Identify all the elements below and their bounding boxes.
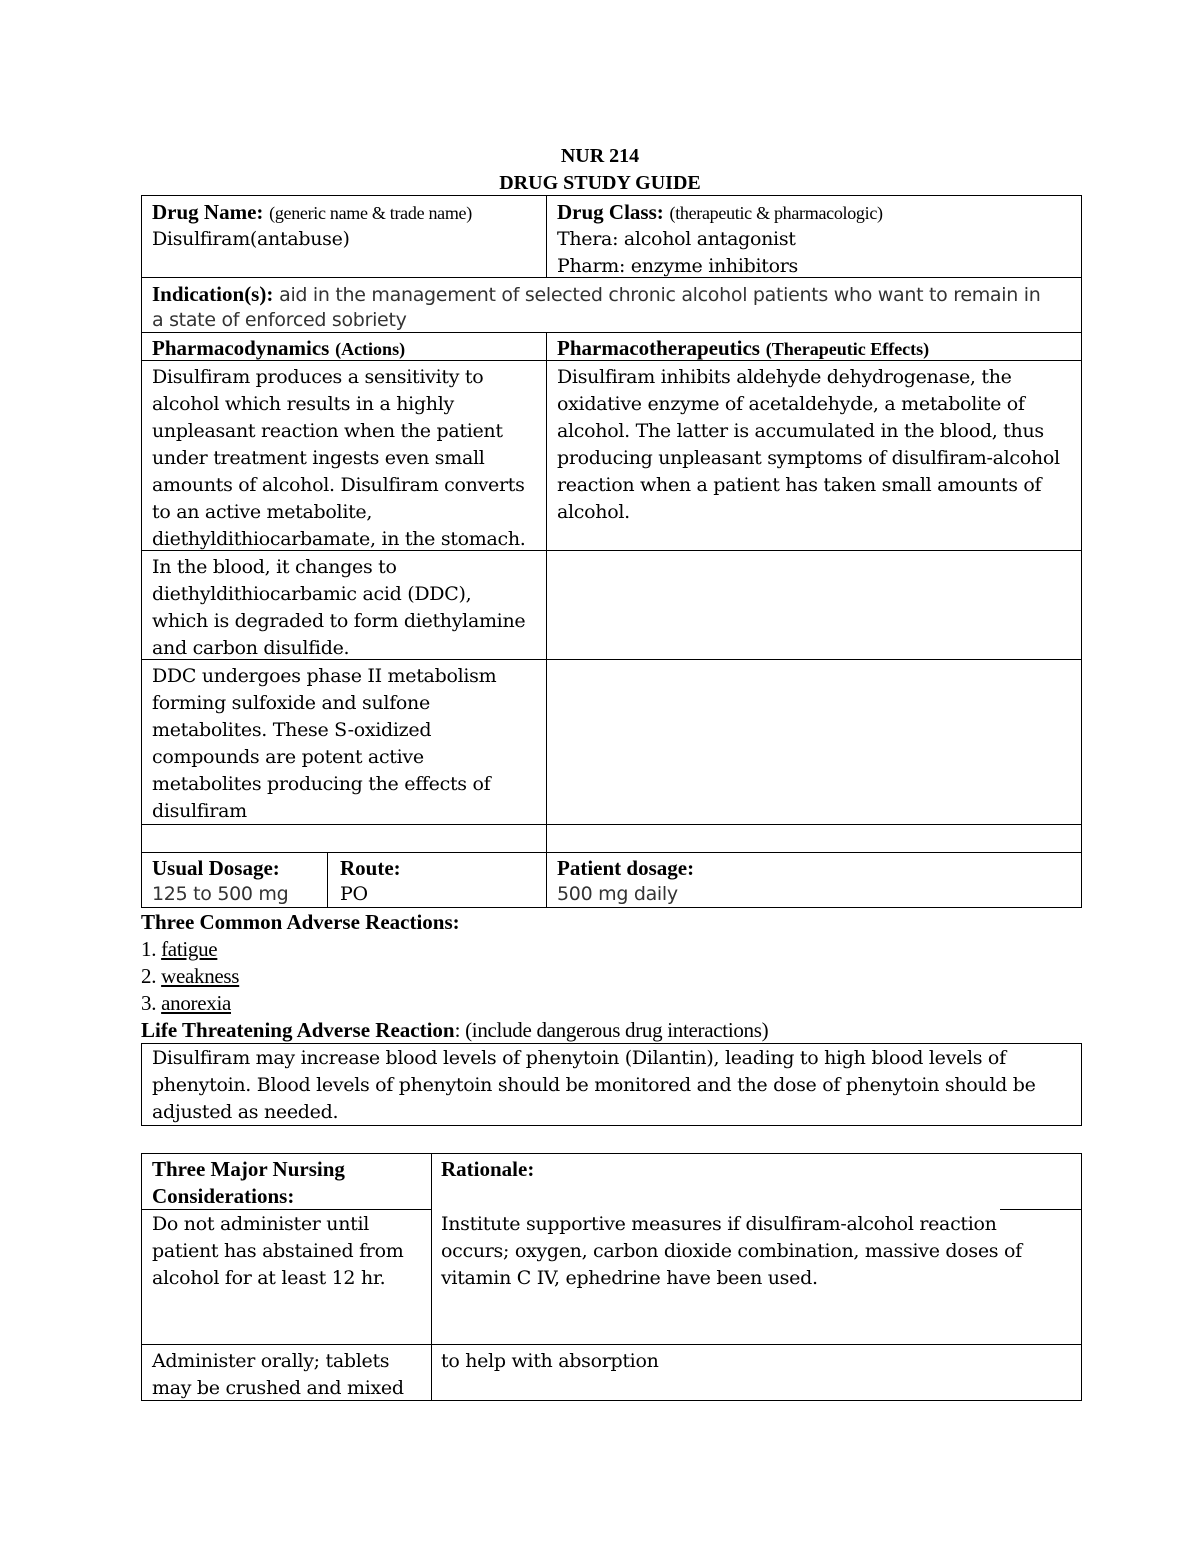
text-line: metabolites. These S-oxidized <box>152 719 432 741</box>
text-line: alcohol. <box>557 501 630 523</box>
drug-class-hint: (therapeutic & pharmacologic) <box>669 203 883 223</box>
text-line: reaction when a patient has taken small amounts of <box>557 474 1042 496</box>
rationale-col-header: Rationale: <box>441 1157 535 1181</box>
route-value: PO <box>340 883 368 905</box>
text-line: Institute supportive measures if disulfiram-alcohol reaction <box>441 1213 997 1235</box>
adverse-item <box>141 990 231 1017</box>
nursing-consideration-1 <box>152 1211 403 1292</box>
patient-dosage-value: 500 mg daily <box>557 883 678 905</box>
text-line: to an active metabolite, <box>152 501 373 523</box>
pharmacotherapeutics-label: Pharmacotherapeutics <box>557 336 760 360</box>
text-line: Disulfiram produces a sensitivity to <box>152 366 484 388</box>
text-line: and carbon disulfide. <box>152 637 350 659</box>
text-line: which is degraded to form diethylamine <box>152 610 526 632</box>
nursing-col-header <box>152 1156 345 1210</box>
text-line: diethyldithiocarbamic acid (DDC), <box>152 583 472 605</box>
text-line: unpleasant reaction when the patient <box>152 420 503 442</box>
text-line: occurs; oxygen, carbon dioxide combination, massive doses of <box>441 1240 1022 1262</box>
text-line: Considerations: <box>152 1184 295 1208</box>
text-line: adjusted as needed. <box>152 1101 339 1123</box>
text-line: DDC undergoes phase II metabolism <box>152 665 497 687</box>
route-label: Route: <box>340 856 401 880</box>
pharmacodynamics-hint: (Actions) <box>335 339 406 359</box>
text-line: Disulfiram inhibits aldehyde dehydrogenase, the <box>557 366 1012 388</box>
text-line: amounts of alcohol. Disulfiram converts <box>152 474 525 496</box>
adverse-item-number: 1. <box>141 937 162 961</box>
pharmacodynamics-label: Pharmacodynamics <box>152 336 330 360</box>
nursing-table-top <box>141 1153 1082 1154</box>
text-line: diethyldithiocarbamate, in the stomach. <box>152 528 526 550</box>
text-line: to help with absorption <box>441 1350 659 1372</box>
life-threatening-heading <box>141 1017 768 1045</box>
text-line: may be crushed and mixed <box>152 1377 404 1399</box>
adverse-item-text: anorexia <box>161 991 231 1015</box>
text-line: phenytoin. Blood levels of phenytoin should be monitored and the dose of phenytoin should be <box>152 1074 1036 1096</box>
text-line: In the blood, it changes to <box>152 556 397 578</box>
adverse-heading: Three Common Adverse Reactions: <box>141 910 460 934</box>
indication-label: Indication(s): <box>152 282 274 306</box>
pharmacotherapeutics-hint: (Therapeutic Effects) <box>765 339 930 359</box>
text-line: alcohol which results in a highly <box>152 393 454 415</box>
patient-dosage-label: Patient dosage: <box>557 856 695 880</box>
drug-name-value: Disulfiram(antabuse) <box>152 228 350 250</box>
text-line: alcohol. The latter is accumulated in the blood, thus <box>557 420 1044 442</box>
drug-name-hint: (generic name & trade name) <box>269 203 472 223</box>
pharmacodynamics-block-2 <box>152 554 525 662</box>
usual-dosage-value: 125 to 500 mg <box>152 883 289 905</box>
adverse-item-text: fatigue <box>161 937 218 961</box>
pharmacotherapeutics-header <box>557 335 929 363</box>
indication-text: aid in the management of selected chronic alcohol patients who want to remain in <box>279 284 1041 306</box>
text-line: metabolites producing the effects of <box>152 773 491 795</box>
text-line: vitamin C IV, ephedrine have been used. <box>441 1267 818 1289</box>
text-line: patient has abstained from <box>152 1240 404 1262</box>
usual-dosage-label: Usual Dosage: <box>152 856 280 880</box>
nursing-consideration-2 <box>152 1348 404 1402</box>
drug-class-thera: Thera: alcohol antagonist <box>557 228 796 250</box>
indication-cell <box>152 281 1077 309</box>
text-line: oxidative enzyme of acetaldehyde, a metabolite of <box>557 393 1025 415</box>
pharmacodynamics-block-3 <box>152 663 496 825</box>
adverse-item-number: 3. <box>141 991 162 1015</box>
adverse-item-text: weakness <box>161 964 240 988</box>
drug-class-label: Drug Class: <box>557 200 664 224</box>
adverse-item-number: 2. <box>141 964 162 988</box>
life-threatening-hint: : (include dangerous drug interactions) <box>454 1018 769 1042</box>
life-threatening-label: Life Threatening Adverse Reaction <box>141 1018 455 1042</box>
drug-class-cell <box>557 199 883 227</box>
course-code: NUR 214 <box>560 145 640 167</box>
text-line: Three Major Nursing <box>152 1157 345 1181</box>
adverse-item <box>141 963 239 990</box>
text-line: alcohol for at least 12 hr. <box>152 1267 386 1289</box>
page-title: DRUG STUDY GUIDE <box>499 172 701 194</box>
adverse-item <box>141 936 217 963</box>
pharmacotherapeutics-block-1 <box>557 364 1060 526</box>
text-line: Disulfiram may increase blood levels of phenytoin (Dilantin), leading to high blood levels of <box>152 1047 1006 1069</box>
pharmacodynamics-header <box>152 335 405 363</box>
rationale-1 <box>441 1211 1022 1292</box>
rationale-2 <box>441 1348 659 1375</box>
pharmacodynamics-block-1 <box>152 364 526 553</box>
text-line: under treatment ingests even small <box>152 447 485 469</box>
drug-name-cell <box>152 199 472 227</box>
text-line: Administer orally; tablets <box>152 1350 390 1372</box>
text-line: forming sulfoxide and sulfone <box>152 692 430 714</box>
text-line: compounds are potent active <box>152 746 424 768</box>
text-line: producing unpleasant symptoms of disulfiram-alcohol <box>557 447 1060 469</box>
life-threatening-text <box>152 1045 1036 1126</box>
indication-text-cont: a state of enforced sobriety <box>152 309 407 331</box>
drug-name-label: Drug Name: <box>152 200 264 224</box>
text-line: Do not administer until <box>152 1213 370 1235</box>
drug-class-pharm: Pharm: enzyme inhibitors <box>557 255 798 277</box>
text-line: disulfiram <box>152 800 247 822</box>
